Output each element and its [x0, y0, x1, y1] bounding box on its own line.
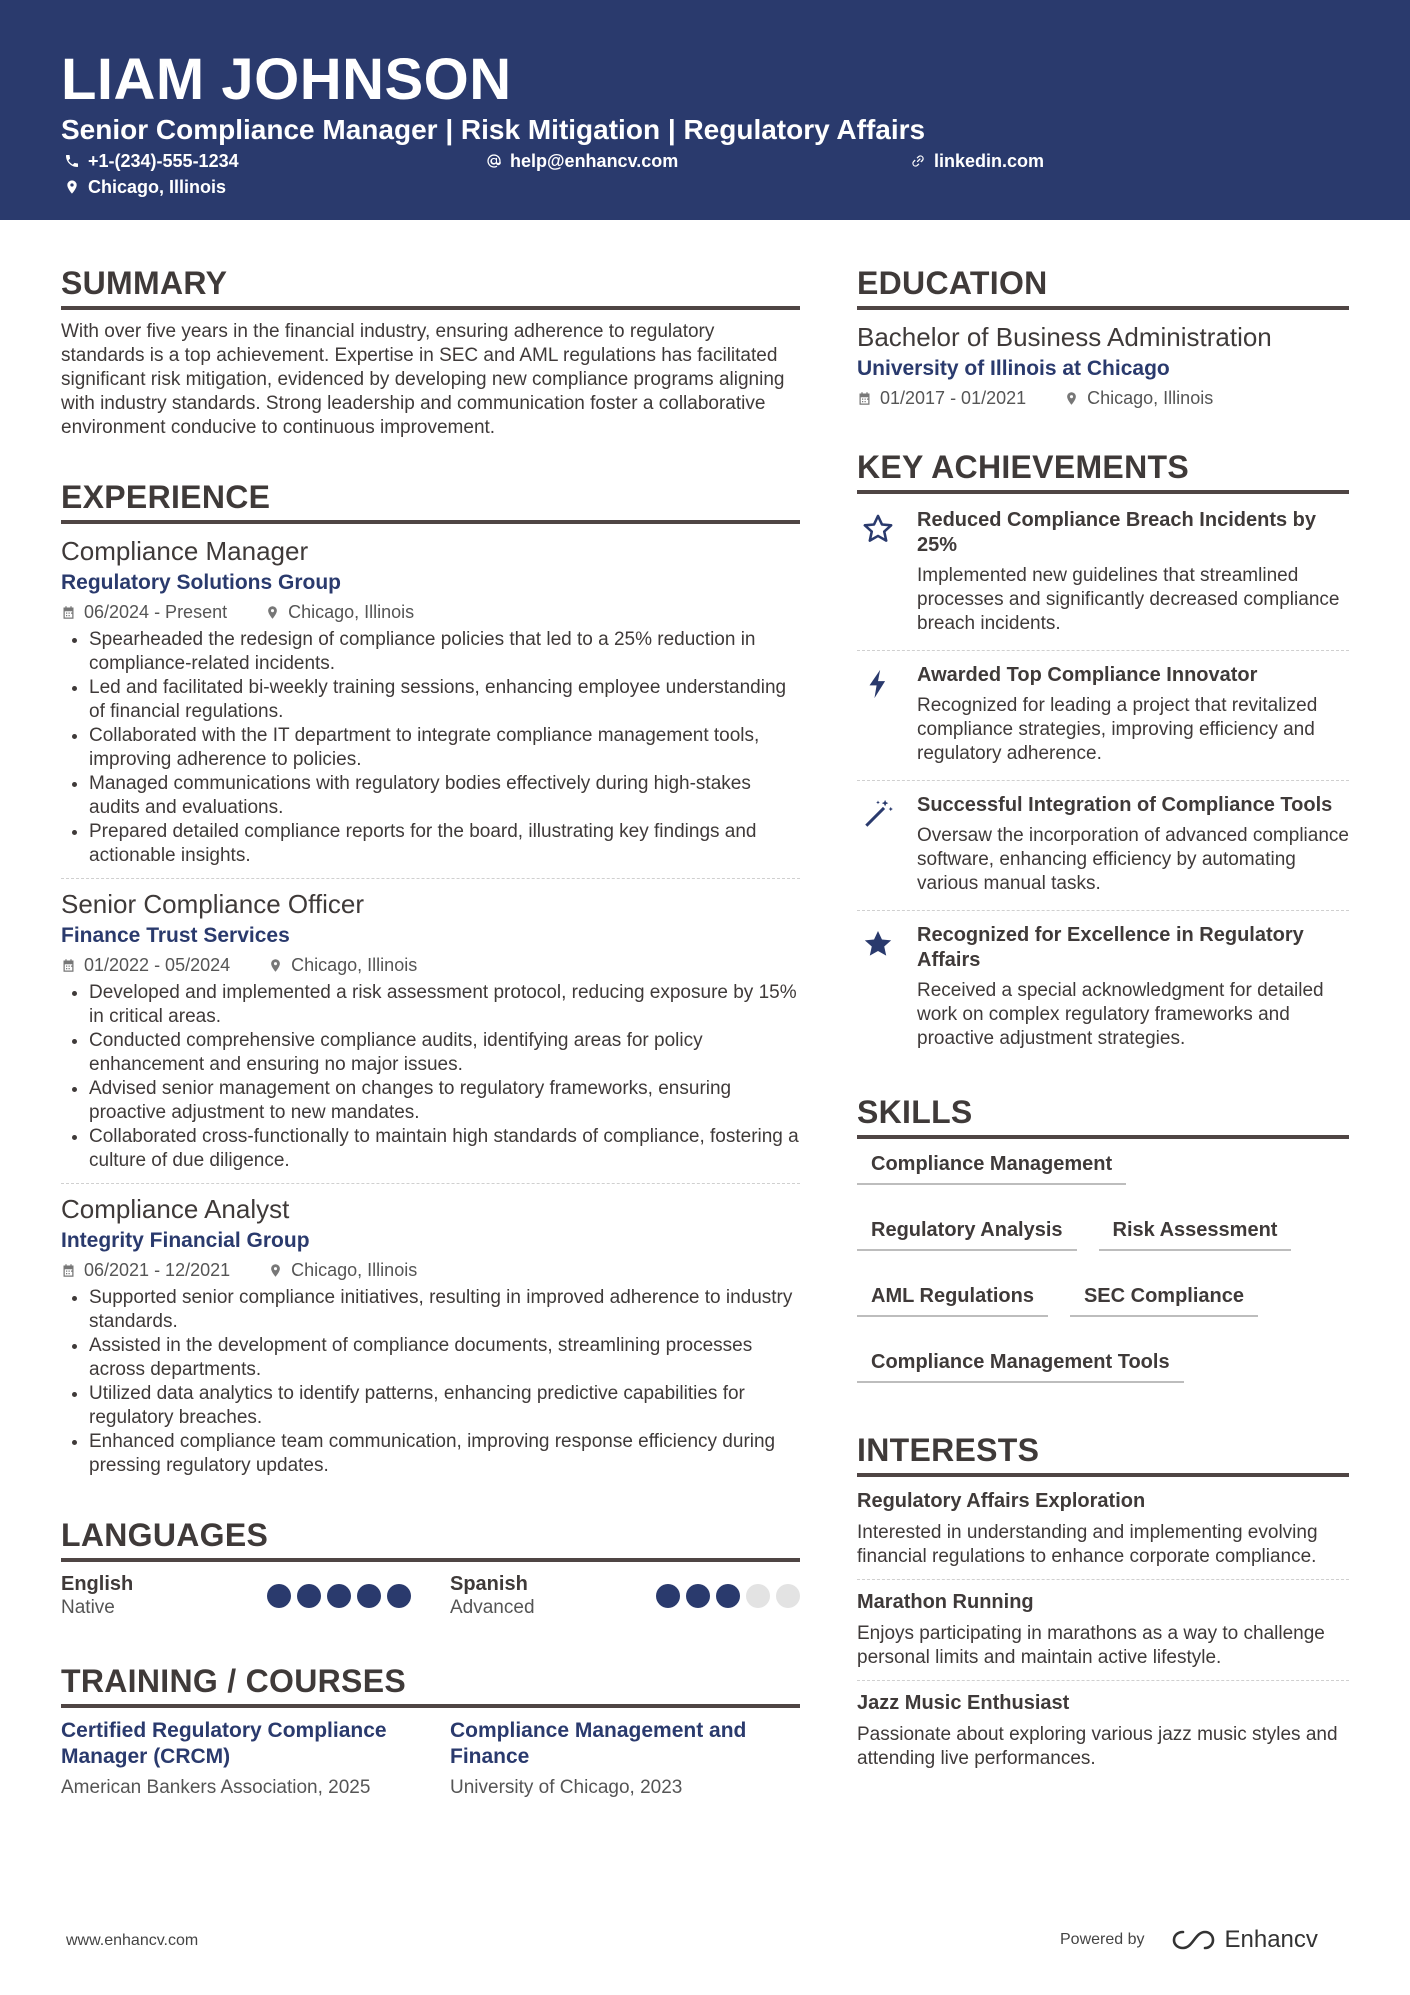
job-bullet: • Supported senior compliance initiatives, resulting in improved adherence to industry standards. — [89, 1286, 800, 1334]
achievement-title: Reduced Compliance Breach Incidents by 25% — [917, 509, 1316, 556]
course-item — [450, 1718, 800, 1802]
divider — [61, 878, 800, 879]
interests-title: INTERESTS — [857, 1429, 1349, 1477]
skill-tag: Regulatory Analysis — [857, 1217, 1077, 1251]
job-title: Senior Compliance Officer — [61, 889, 364, 919]
candidate-headline: Senior Compliance Manager | Risk Mitigation | Regulatory Affairs — [61, 114, 926, 145]
job-location: Chicago, Illinois — [291, 955, 418, 975]
proficiency-dot-empty — [746, 1584, 770, 1608]
achievement-item — [857, 789, 1349, 900]
calendar-icon — [61, 958, 76, 973]
language-item — [61, 1572, 411, 1620]
job-bullets — [61, 981, 800, 1173]
email-text: help@enhancv.com — [510, 151, 679, 171]
job-bullet: • Advised senior management on changes to regulatory frameworks, ensuring proactive adjustment to new mandates. — [89, 1077, 800, 1125]
calendar-icon — [857, 391, 872, 406]
contact-linkedin[interactable] — [910, 149, 1044, 173]
job-bullet: • Managed communications with regulatory bodies effectively during high-stakes audits and evaluations. — [89, 772, 800, 820]
language-name: Spanish — [450, 1573, 528, 1595]
languages-section — [61, 1514, 800, 1620]
job-dates: 06/2021 - 12/2021 — [84, 1260, 231, 1280]
summary-title: SUMMARY — [61, 262, 800, 310]
school-name: University of Illinois at Chicago — [857, 357, 1170, 380]
proficiency-dot-filled — [387, 1584, 411, 1608]
location-pin-icon — [64, 179, 80, 195]
job-bullet: • Conducted comprehensive compliance audits, identifying areas for policy enhancement and ensuring no major issues. — [89, 1029, 800, 1077]
phone-icon — [64, 153, 80, 169]
achievement-item — [857, 919, 1349, 1055]
job-bullet: • Assisted in the development of compliance documents, streamlining processes across departments. — [89, 1334, 800, 1382]
proficiency-dot-filled — [267, 1584, 291, 1608]
skills-section — [857, 1091, 1349, 1383]
candidate-name: LIAM JOHNSON — [61, 47, 512, 112]
interest-desc: Enjoys participating in marathons as a way to challenge personal limits and maintain active lifestyle. — [857, 1623, 1325, 1668]
skills-list — [857, 1151, 1349, 1383]
company-name: Regulatory Solutions Group — [61, 571, 342, 594]
skill-tag: Compliance Management Tools — [857, 1349, 1184, 1383]
proficiency-dot-filled — [297, 1584, 321, 1608]
achievements-section — [857, 446, 1349, 1055]
education-title: EDUCATION — [857, 262, 1349, 310]
skill-tag: Risk Assessment — [1099, 1217, 1292, 1251]
achievement-title: Recognized for Excellence in Regulatory Affairs — [917, 924, 1304, 971]
footer-website[interactable]: www.enhancv.com — [66, 1932, 199, 1949]
skill-tag: Compliance Management — [857, 1151, 1126, 1185]
divider — [61, 1183, 800, 1184]
contact-location — [64, 175, 226, 199]
interest-title: Jazz Music Enthusiast — [857, 1692, 1070, 1714]
degree-name: Bachelor of Business Administration — [857, 322, 1272, 352]
training-title: TRAINING / COURSES — [61, 1660, 800, 1708]
proficiency-dots — [656, 1584, 800, 1608]
brand-logo[interactable] — [1171, 1926, 1318, 1954]
interest-title: Marathon Running — [857, 1591, 1034, 1613]
right-column — [857, 262, 1349, 1771]
job-title: Compliance Analyst — [61, 1194, 290, 1224]
experience-entry — [61, 1192, 800, 1478]
experience-section — [61, 476, 800, 1478]
lightning-icon — [857, 663, 899, 766]
language-item — [450, 1572, 800, 1620]
job-bullet: • Collaborated with the IT department to integrate compliance management tools, improving adherence to policies. — [89, 724, 800, 772]
job-dates: 01/2022 - 05/2024 — [84, 955, 231, 975]
achievement-title: Awarded Top Compliance Innovator — [917, 664, 1258, 686]
location-pin-icon — [268, 958, 283, 973]
enhancv-logo-icon — [1171, 1928, 1217, 1952]
job-bullet: • Spearheaded the redesign of compliance policies that led to a 25% reduction in compliance-related incidents. — [89, 628, 800, 676]
divider — [857, 650, 1349, 651]
linkedin-text: linkedin.com — [934, 151, 1045, 171]
proficiency-dot-filled — [686, 1584, 710, 1608]
education-location: Chicago, Illinois — [1087, 388, 1214, 408]
job-bullet: • Enhanced compliance team communication, improving response efficiency during pressing regulatory updates. — [89, 1430, 800, 1478]
interest-title: Regulatory Affairs Exploration — [857, 1490, 1146, 1512]
achievement-desc: Received a special acknowledgment for detailed work on complex regulatory frameworks and proactive adjustment strategies. — [917, 980, 1324, 1049]
link-icon — [910, 153, 926, 169]
company-name: Integrity Financial Group — [61, 1229, 310, 1252]
course-provider: American Bankers Association, 2025 — [61, 1777, 371, 1798]
calendar-icon — [61, 1263, 76, 1278]
achievement-title: Successful Integration of Compliance Tools — [917, 794, 1333, 816]
languages-list — [61, 1572, 800, 1620]
proficiency-dots — [267, 1584, 411, 1608]
divider — [857, 1680, 1349, 1681]
interest-item — [857, 1487, 1349, 1569]
job-meta — [61, 598, 800, 626]
job-bullet: • Prepared detailed compliance reports for the board, illustrating key findings and actionable insights. — [89, 820, 800, 868]
star-filled-icon — [857, 923, 899, 1051]
interest-item — [857, 1689, 1349, 1771]
job-bullets — [61, 628, 800, 868]
language-level: Native — [61, 1597, 115, 1618]
location-text: Chicago, Illinois — [88, 177, 227, 197]
job-bullet: • Collaborated cross-functionally to maintain high standards of compliance, fostering a culture of due diligence. — [89, 1125, 800, 1173]
training-section — [61, 1660, 800, 1802]
skill-tag: AML Regulations — [857, 1283, 1048, 1317]
star-outline-icon — [857, 508, 899, 636]
calendar-icon — [61, 605, 76, 620]
interest-item — [857, 1588, 1349, 1670]
location-pin-icon — [265, 605, 280, 620]
proficiency-dot-filled — [327, 1584, 351, 1608]
proficiency-dot-filled — [716, 1584, 740, 1608]
education-section — [857, 262, 1349, 412]
course-provider: University of Chicago, 2023 — [450, 1777, 683, 1798]
job-meta — [61, 951, 800, 979]
languages-title: LANGUAGES — [61, 1514, 800, 1562]
job-location: Chicago, Illinois — [291, 1260, 418, 1280]
language-name: English — [61, 1573, 134, 1595]
education-meta — [857, 384, 1349, 412]
job-location: Chicago, Illinois — [288, 602, 415, 622]
interest-desc: Interested in understanding and implementing evolving financial regulations to enhance corporate compliance. — [857, 1522, 1318, 1567]
skill-tag: SEC Compliance — [1070, 1283, 1258, 1317]
course-title: Compliance Management and Finance — [450, 1719, 747, 1768]
interests-section — [857, 1429, 1349, 1771]
job-bullet: • Led and facilitated bi-weekly training sessions, enhancing employee understanding of financial regulations. — [89, 676, 800, 724]
contact-email[interactable] — [486, 149, 678, 173]
experience-title: EXPERIENCE — [61, 476, 800, 524]
job-title: Compliance Manager — [61, 536, 309, 566]
phone-text: +1-(234)-555-1234 — [88, 151, 239, 171]
job-dates: 06/2024 - Present — [84, 602, 228, 622]
experience-entry — [61, 534, 800, 868]
courses-list — [61, 1718, 800, 1802]
location-pin-icon — [1064, 391, 1079, 406]
proficiency-dot-filled — [656, 1584, 680, 1608]
divider — [857, 1579, 1349, 1580]
achievement-desc: Oversaw the incorporation of advanced compliance software, enhancing efficiency by automating various manual tasks. — [917, 825, 1349, 894]
course-title: Certified Regulatory Compliance Manager (CRCM) — [61, 1719, 387, 1768]
achievement-desc: Recognized for leading a project that revitalized compliance strategies, improving efficiency and regulatory adherence. — [917, 695, 1318, 764]
summary-text: With over five years in the financial industry, ensuring adherence to regulatory standards is a top achievement. Expertise in SEC and AML regulations has facilitated significant risk mitigation, evidenced by developing new compliance programs aligning with industry standards. Strong leadership and communication foster a collaborative environment conducive to continuous improvement. — [61, 321, 785, 438]
magic-wand-icon — [857, 793, 899, 896]
course-item — [61, 1718, 411, 1802]
achievements-title: KEY ACHIEVEMENTS — [857, 446, 1349, 494]
left-column — [61, 262, 800, 1802]
job-meta — [61, 1256, 800, 1284]
contact-phone[interactable] — [64, 149, 239, 173]
interest-desc: Passionate about exploring various jazz music styles and attending live performances. — [857, 1724, 1338, 1769]
location-pin-icon — [268, 1263, 283, 1278]
divider — [857, 780, 1349, 781]
at-icon — [486, 153, 502, 169]
brand-name: Enhancv — [1224, 1926, 1318, 1953]
proficiency-dot-empty — [776, 1584, 800, 1608]
job-bullet: • Utilized data analytics to identify patterns, enhancing predictive capabilities for regulatory breaches. — [89, 1382, 800, 1430]
footer-branding — [1060, 1926, 1318, 1954]
resume-header — [0, 0, 1410, 220]
job-bullets — [61, 1286, 800, 1478]
powered-by-text: Powered by — [1060, 1931, 1145, 1948]
skills-title: SKILLS — [857, 1091, 1349, 1139]
education-dates: 01/2017 - 01/2021 — [880, 388, 1027, 408]
experience-entry — [61, 887, 800, 1173]
achievement-desc: Implemented new guidelines that streamlined processes and significantly decreased compliance breach incidents. — [917, 565, 1340, 634]
achievement-item — [857, 504, 1349, 640]
company-name: Finance Trust Services — [61, 924, 290, 947]
job-bullet: • Developed and implemented a risk assessment protocol, reducing exposure by 15% in critical areas. — [89, 981, 800, 1029]
language-level: Advanced — [450, 1597, 535, 1618]
divider — [857, 910, 1349, 911]
achievement-item — [857, 659, 1349, 770]
proficiency-dot-filled — [357, 1584, 381, 1608]
summary-section — [61, 262, 800, 440]
